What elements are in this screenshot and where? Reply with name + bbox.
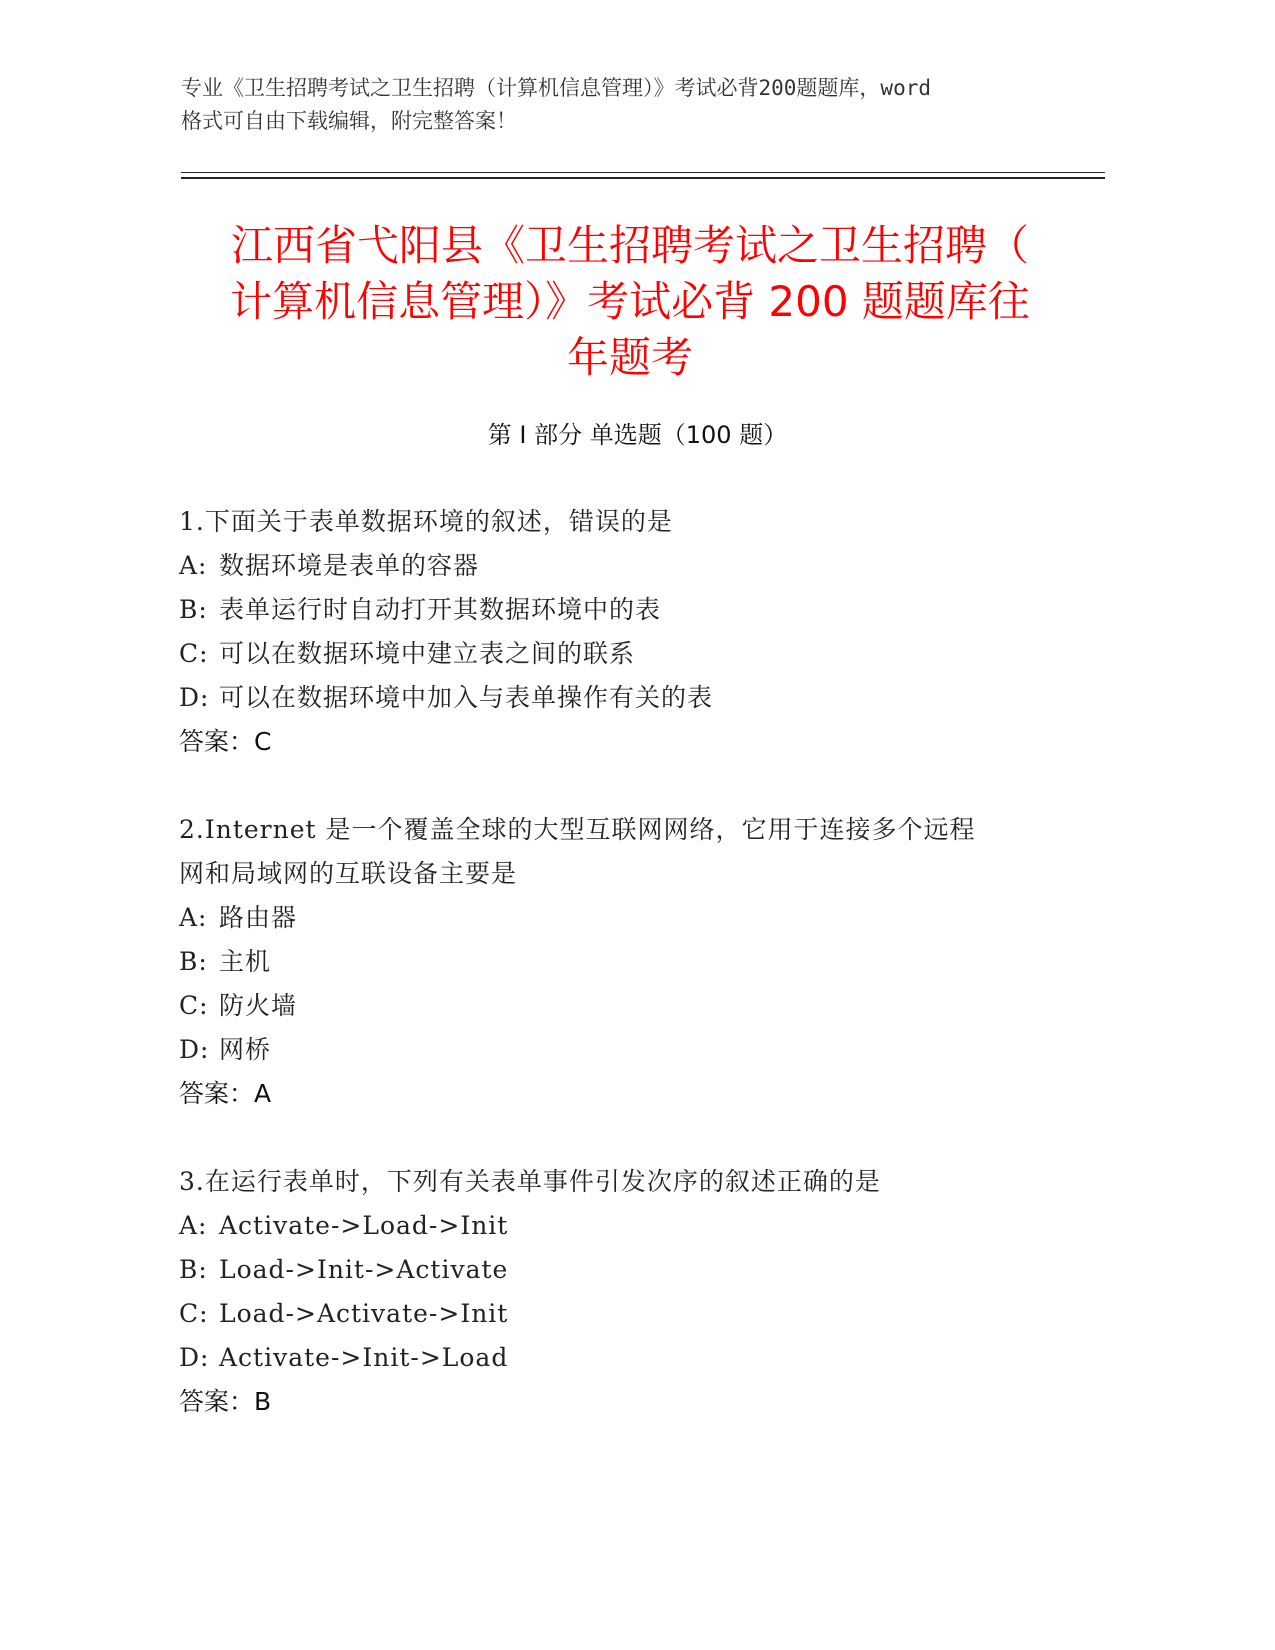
option-b [179, 1248, 1079, 1292]
question-stem: 1.下面关于表单数据环境的叙述，错误的是 [179, 507, 673, 536]
section-heading: 第 I 部分 单选题（100 题） [487, 421, 788, 449]
title-line: 计算机信息管理）》考试必背 200 题题库往 [230, 277, 1030, 326]
option-text: 表单运行时自动打开其数据环境中的表 [219, 595, 662, 624]
option-letter: B: [179, 1255, 208, 1284]
option-letter: B: [179, 595, 208, 624]
option-text: 主机 [219, 947, 272, 976]
option-text: 防火墙 [219, 991, 298, 1020]
option-text: 可以在数据环境中建立表之间的联系 [219, 639, 636, 668]
option-a [179, 896, 1079, 940]
option-letter: B: [179, 947, 208, 976]
option-text: Activate->Init->Load [219, 1343, 509, 1372]
option-b [179, 588, 1079, 632]
option-letter: D: [179, 683, 210, 712]
answer-line: 答案：A [179, 1079, 272, 1108]
option-d [179, 1028, 1079, 1072]
option-a [179, 544, 1079, 588]
header-divider-thin [181, 172, 1105, 173]
option-letter: C: [179, 1299, 209, 1328]
question-item [179, 500, 1079, 764]
option-c [179, 632, 1079, 676]
option-text: Load->Init->Activate [219, 1255, 509, 1284]
option-letter: A: [179, 1211, 208, 1240]
question-item [179, 808, 1079, 1116]
header-note-line: 专业《卫生招聘考试之卫生招聘（计算机信息管理）》考试必背200题题库，word [181, 76, 931, 100]
option-letter: C: [179, 639, 209, 668]
option-text: 数据环境是表单的容器 [219, 551, 480, 580]
option-text: Load->Activate->Init [219, 1299, 509, 1328]
question-list [179, 500, 1079, 1468]
option-d [179, 676, 1079, 720]
option-letter: C: [179, 991, 209, 1020]
title-line: 年题考 [566, 333, 693, 382]
option-letter: D: [179, 1035, 210, 1064]
header-note-line: 格式可自由下载编辑，附完整答案！ [181, 109, 517, 133]
header-divider-thick [181, 177, 1105, 179]
question-stem-continued: 网和局域网的互联设备主要是 [179, 859, 518, 888]
question-stem: 2.Internet 是一个覆盖全球的大型互联网网络，它用于连接多个远程 [179, 815, 976, 844]
question-stem: 3.在运行表单时，下列有关表单事件引发次序的叙述正确的是 [179, 1167, 881, 1196]
option-d [179, 1336, 1079, 1380]
question-item [179, 1160, 1079, 1424]
option-letter: A: [179, 903, 208, 932]
option-letter: A: [179, 551, 208, 580]
option-a [179, 1204, 1079, 1248]
document-title [150, 218, 1110, 386]
option-b [179, 940, 1079, 984]
option-text: 可以在数据环境中加入与表单操作有关的表 [219, 683, 714, 712]
option-c [179, 1292, 1079, 1336]
option-text: 网桥 [219, 1035, 272, 1064]
option-text: 路由器 [219, 903, 298, 932]
option-c [179, 984, 1079, 1028]
option-letter: D: [179, 1343, 210, 1372]
answer-line: 答案：C [179, 727, 272, 756]
header-note [181, 72, 1081, 138]
option-text: Activate->Load->Init [219, 1211, 509, 1240]
title-line: 江西省弋阳县《卫生招聘考试之卫生招聘（ [230, 221, 1029, 270]
answer-line: 答案：B [179, 1387, 272, 1416]
